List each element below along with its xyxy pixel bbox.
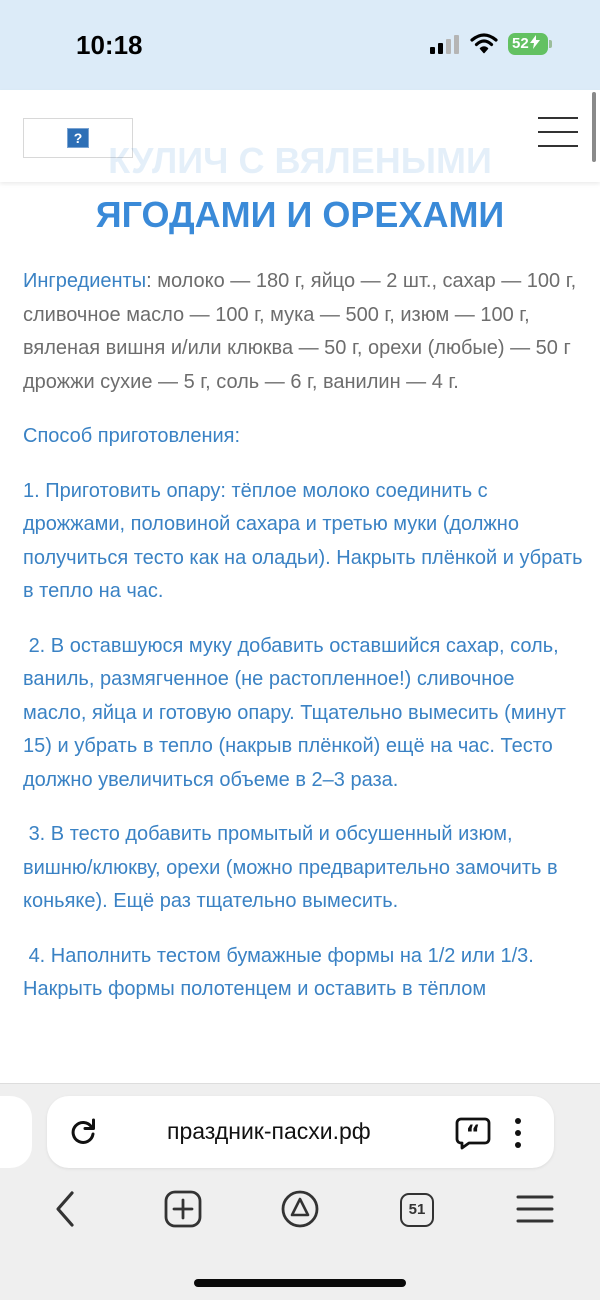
menu-icon[interactable] (515, 1189, 555, 1229)
address-bar[interactable] (47, 1096, 554, 1168)
battery-level: 52 (512, 35, 529, 52)
ingredients-paragraph (23, 265, 583, 399)
broken-image-icon: ? (67, 128, 89, 148)
tabs-count-button[interactable]: 51 (400, 1193, 434, 1227)
url-text[interactable]: праздник-пасхи.рф (167, 1118, 371, 1144)
home-indicator (194, 1279, 406, 1287)
wifi-icon (470, 32, 498, 54)
ingredients-label: Ингредиенты (23, 270, 147, 292)
reload-icon[interactable] (67, 1116, 99, 1148)
status-time: 10:18 (76, 30, 143, 60)
step-1: 1. Приготовить опару: тёплое молоко соединить с дрожжами, половиной сахара и третью муки (должно получиться тесто как на оладьи). Накрыть плёнкой и убрать в тепло на час. (23, 479, 583, 602)
method-heading: Способ приготовления: (23, 425, 241, 447)
page-scrollbar[interactable] (592, 92, 596, 162)
cellular-signal-icon (430, 34, 462, 54)
battery-tip (549, 40, 552, 48)
back-icon[interactable] (50, 1189, 80, 1229)
step-3: 3. В тесто добавить промытый и обсушенный изюм, вишню/клюкву, орехи (можно предварительно замочить в коньяке). Ещё раз тщательно вымесить. (23, 823, 564, 912)
reader-quote-icon[interactable] (455, 1116, 491, 1150)
article-title-line1: КУЛИЧ С ВЯЛЕНЫМИ (108, 140, 492, 181)
article-title-line2: ЯГОДАМИ И ОРЕХАМИ (95, 194, 505, 235)
step-4: 4. Наполнить тестом бумажные формы на 1/2 или 1/3. Накрыть формы полотенцем и оставить в тёплом (23, 944, 540, 1000)
ingredients-text: : молоко — 180 г, яйцо — 2 шт., сахар — 100 г, сливочное масло — 100 г, мука — 500 г, изюм — 100 г, вяленая вишня и/или клюква — 50 г, орехи (любые) — 50 г дрожжи сухие — 5 г, соль — 6 г, ванилин — 4 г. (23, 270, 577, 393)
svg-text:“: “ (465, 1122, 481, 1147)
more-options-icon[interactable] (512, 1116, 522, 1150)
charging-bolt-icon (530, 35, 540, 49)
browser-toolbar (0, 1083, 600, 1300)
step-2: 2. В оставшуюся муку добавить оставшийся сахар, соль, ваниль, размягченное (не растопленное!) сливочное масло, яйца и готовую опару. Тщательно вымесить (минут 15) и убрать в тепло (накрыв плёнкой) ещё на час. Тесто должно увеличиться объеме в 2–3 раза. (23, 634, 572, 791)
article-body (23, 265, 583, 1028)
previous-tab-preview[interactable] (0, 1096, 32, 1168)
status-bar (0, 0, 600, 90)
alice-assistant-icon[interactable] (280, 1189, 320, 1229)
new-tab-icon[interactable] (163, 1189, 203, 1229)
battery-indicator (508, 33, 548, 55)
